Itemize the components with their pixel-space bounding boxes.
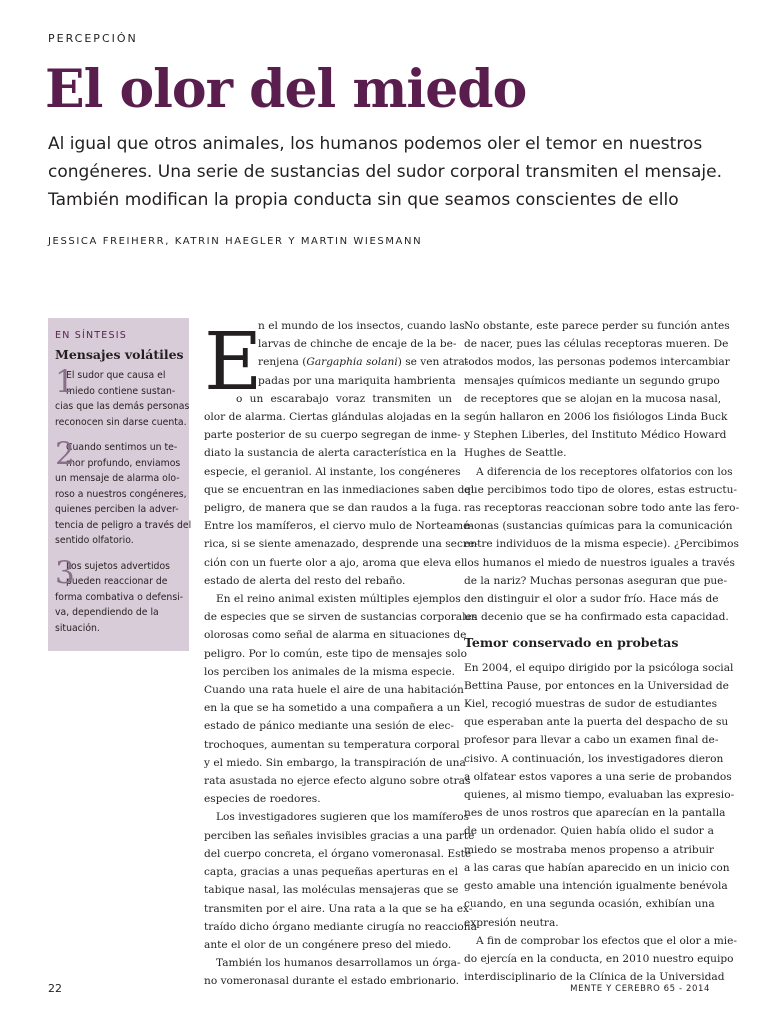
drop-cap: E: [204, 315, 263, 408]
text-line: gesto amable una intención igualmente benévola: [464, 880, 728, 893]
text-line: traído dicho órgano mediante cirugía no reacciona: [204, 920, 477, 933]
body-column-1: [204, 317, 478, 991]
text-line: mensajes químicos mediante un segundo grupo: [464, 374, 720, 387]
summary-line: va, dependiendo de la: [55, 607, 159, 618]
text-line: do ejercía en la conducta, en 2010 nuestro equipo: [464, 952, 734, 965]
text-line: del cuerpo concreta, el órgano vomeronasal. Este: [204, 847, 472, 860]
summary-line: cias que las demás personas: [55, 401, 190, 412]
page-number: 22: [48, 982, 62, 995]
text-line: padas por una mariquita hambrienta: [258, 374, 456, 387]
summary-line: situación.: [55, 622, 100, 634]
text-line: Kiel, recogió muestras de sudor de estudiantes: [464, 698, 718, 711]
text-line: ción con un fuerte olor a ajo, aroma que eleva el: [204, 556, 465, 569]
summary-line: forma combativa o defensi-: [55, 591, 184, 603]
text-line: según hallaron en 2006 los fisiólogos Linda Buck: [464, 411, 728, 424]
text-line: parte posterior de su cuerpo segregan de inme-: [204, 429, 461, 442]
text-line: A diferencia de los receptores olfatorios con los: [476, 465, 733, 478]
text-line: que se encuentran en las inmediaciones saben del: [204, 483, 475, 496]
column-2-part-b: [464, 659, 738, 987]
text-line: En el reino animal existen múltiples ejemplos: [216, 593, 461, 606]
text-line: a las caras que habían aparecido en un inicio con: [464, 861, 730, 874]
text-line: Entre los mamíferos, el ciervo mulo de Norteamé-: [204, 520, 473, 533]
section-label: PERCEPCIÓN: [48, 32, 138, 45]
text-line: de receptores que se alojan en la mucosa nasal,: [464, 392, 722, 405]
summary-line: miedo contiene sustan-: [66, 385, 176, 397]
summary-line: Los sujetos advertidos: [66, 560, 170, 572]
text-line: olorosas como señal de alarma en situaciones de: [204, 629, 467, 642]
summary-kicker: EN SÍNTESIS: [55, 330, 127, 341]
text-line: peligro, de manera que se dan raudos a la fuga.: [204, 502, 462, 515]
text-line: nes de unos rostros que aparecían en la pantalla: [464, 807, 726, 820]
text-line: y el miedo. Sin embargo, la transpiración de una: [204, 756, 466, 769]
text-line: de la nariz? Muchas personas aseguran que pue-: [464, 574, 728, 587]
text-line: un decenio que se ha confirmado esta capacidad.: [464, 611, 729, 624]
text-line: los humanos el miedo de nuestros iguales a través: [464, 556, 735, 569]
text-line: cisivo. A continuación, los investigadores dieron: [464, 752, 724, 765]
lead-line: También modifican la propia conducta sin que seamos conscientes de ello: [48, 190, 679, 210]
text-line: entre individuos de la misma especie). ¿Percibimos: [464, 538, 739, 551]
summary-line: tencia de peligro a través del: [55, 519, 192, 531]
summary-number: 1: [55, 364, 75, 400]
summary-number: 3: [55, 554, 75, 591]
summary-item: [55, 436, 192, 549]
text-line: quienes, al mismo tiempo, evaluaban las expresio-: [464, 789, 735, 802]
summary-line: un mensaje de alarma olo-: [55, 473, 180, 484]
body-column-2: [464, 317, 740, 986]
text-line: No obstante, este parece perder su función antes: [464, 320, 730, 332]
text-line: profesor para llevar a cabo un examen final de-: [464, 734, 719, 747]
text-line: rata asustada no ejerce efecto alguno sobre otras: [204, 775, 471, 788]
summary-line: reconocen sin darse cuenta.: [55, 416, 187, 428]
text-line: o un escarabajo voraz transmiten un: [236, 392, 452, 405]
article-title: El olor del miedo: [45, 59, 527, 120]
section-subhead: Temor conservado en probetas: [464, 635, 679, 651]
text-line: olor de alarma. Ciertas glándulas alojadas en la: [204, 411, 461, 424]
text-line: larvas de chinche de encaje de la be-: [258, 338, 457, 351]
column-2-part-a: [464, 317, 740, 626]
text-line: de un ordenador. Quien había olido el sudor a: [464, 825, 714, 838]
text-line: estado de alerta del resto del rebaño.: [204, 574, 406, 587]
text-line: renjena (Gargaphia solani) se ven atra-: [258, 356, 469, 369]
summary-line: mor profundo, enviamos: [66, 457, 181, 469]
text-line: que esperaban ante la puerta del despacho de su: [464, 716, 729, 729]
text-line: y Stephen Liberles, del Instituto Médico Howard: [464, 429, 727, 442]
text-line: peligro. Por lo común, este tipo de mensajes solo: [204, 647, 467, 660]
lead-line: Al igual que otros animales, los humanos podemos oler el temor en nuestros: [48, 134, 703, 154]
text-line: ras receptoras reaccionan sobre todo ante las fero-: [464, 502, 740, 515]
text-line: monas (sustancias químicas para la comunicación: [464, 520, 733, 533]
text-line: de nacer, pues las células receptoras mueren. De: [464, 338, 729, 351]
text-line: den distinguir el olor a sudor frío. Hace más de: [464, 593, 719, 606]
text-line: de especies que se sirven de sustancias corporales: [204, 611, 478, 624]
text-line: transmiten por el aire. Una rata a la que se ha ex-: [204, 902, 473, 915]
summary-line: roso a nuestros congéneres,: [55, 488, 187, 500]
text-line: estado de pánico mediante una sesión de elec-: [204, 720, 455, 733]
text-line: En 2004, el equipo dirigido por la psicóloga social: [464, 661, 734, 674]
authors-line: JESSICA FREIHERR, KATRIN HAEGLER Y MARTIN WIESMANN: [48, 236, 423, 247]
text-line: cuando, en una segunda ocasión, exhibían una: [464, 898, 715, 911]
text-line: especie, el geraniol. Al instante, los congéneres: [204, 465, 461, 478]
text-line: no vomeronasal durante el estado embrionario.: [204, 975, 459, 988]
text-line: Los investigadores sugieren que los mamíferos: [216, 811, 470, 824]
text-line: que percibimos todo tipo de olores, estas estructu-: [464, 483, 738, 496]
text-line: a olfatear estos vapores a una serie de probandos: [464, 770, 732, 783]
text-line: en la que se ha sometido a una compañera a un: [204, 702, 461, 715]
summary-box: [48, 318, 192, 651]
text-line: Hughes de Seattle.: [464, 447, 567, 460]
text-line: los perciben los animales de la misma especie.: [204, 665, 455, 678]
text-line: También los humanos desarrollamos un órga-: [216, 957, 461, 970]
summary-title: Mensajes volátiles: [55, 347, 184, 362]
text-line: diato la sustancia de alerta característica en la: [204, 447, 457, 460]
text-line: capta, gracias a unas pequeñas aperturas en el: [204, 866, 459, 879]
text-line: Bettina Pause, por entonces en la Universidad de: [464, 679, 729, 692]
summary-number: 2: [55, 436, 75, 472]
text-line: especies de roedores.: [204, 793, 321, 806]
text-line: n el mundo de los insectos, cuando las: [258, 320, 465, 332]
text-line: miedo se mostraba menos propenso a atribuir: [464, 843, 714, 856]
text-line: trochoques, aumentan su temperatura corporal: [204, 738, 460, 751]
summary-line: pueden reaccionar de: [66, 576, 168, 587]
text-line: tabique nasal, las moléculas mensajeras que se: [204, 884, 459, 897]
lead-line: congéneres. Una serie de sustancias del sudor corporal transmiten el mensaje.: [48, 162, 723, 182]
text-line: ante el olor de un congénere preso del miedo.: [204, 938, 452, 951]
text-line: perciben las señales invisibles gracias a una parte: [204, 829, 475, 842]
text-line: todos modos, las personas podemos intercambiar: [464, 356, 730, 369]
summary-item: [55, 554, 184, 637]
summary-line: sentido olfatorio.: [55, 535, 134, 546]
text-line: expresión neutra.: [464, 916, 559, 929]
text-line: A fin de comprobar los efectos que el olor a mie-: [476, 934, 738, 947]
summary-line: Cuando sentimos un te-: [66, 442, 178, 453]
summary-line: El sudor que causa el: [66, 370, 166, 381]
text-line: rica, si se siente amenazado, desprende una secre-: [204, 538, 478, 551]
text-line: Cuando una rata huele el aire de una habitación: [204, 684, 464, 697]
summary-line: quienes perciben la adver-: [55, 504, 179, 515]
text-line: interdisciplinario de la Clínica de la Universidad: [464, 971, 725, 984]
lead-paragraph: [48, 130, 728, 214]
summary-item: [55, 364, 190, 430]
running-footer: MENTE Y CEREBRO 65 - 2014: [570, 984, 710, 994]
